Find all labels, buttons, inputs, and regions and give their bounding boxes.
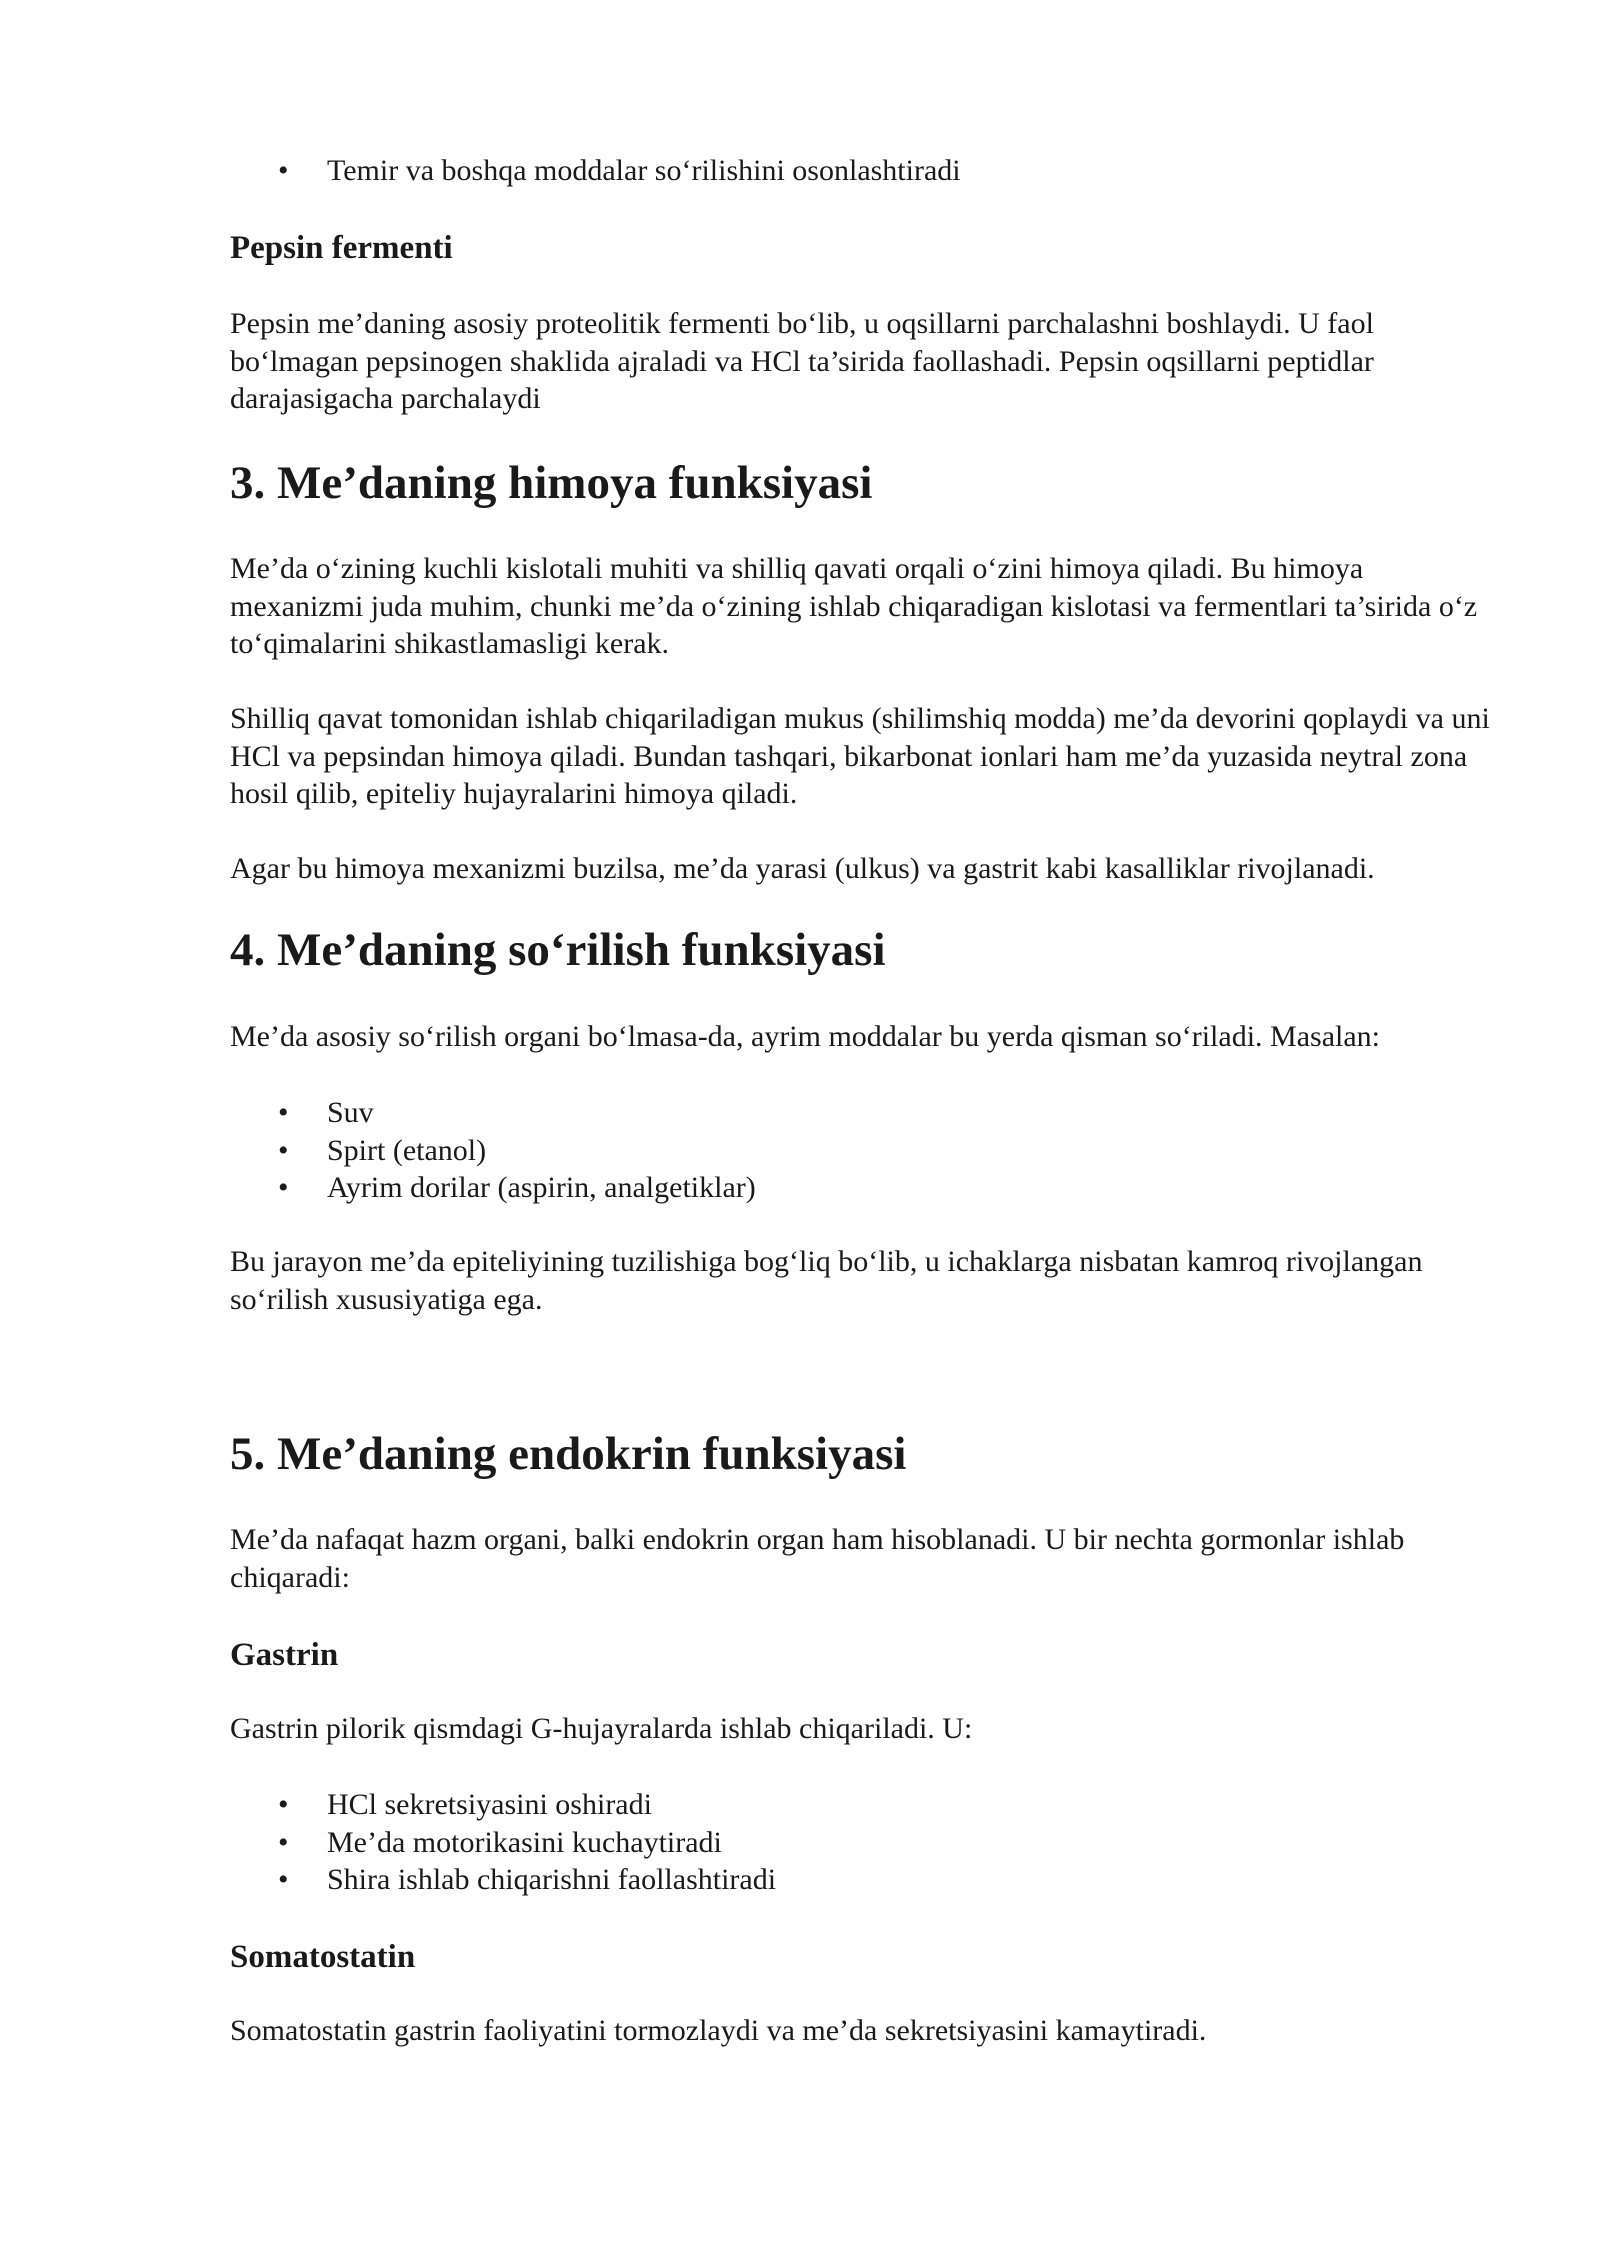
list-item: • Temir va boshqa moddalar so‘rilishini osonlashtiradi: [230, 152, 1500, 190]
section3-paragraph-1: Me’da o‘zining kuchli kislotali muhiti va shilliq qavati orqali o‘zini himoya qiladi. Bu himoya mexanizmi juda muhim, chunki me’da o‘zining ishlab chiqaradigan kislotasi va fermentlari ta’sirida o‘z to‘qimalarini shikastlamasligi kerak.: [230, 552, 1478, 660]
section3-paragraph-2: Shilliq qavat tomonidan ishlab chiqariladigan mukus (shilimshiq modda) me’da devorini qoplaydi va uni HCl va pepsindan himoya qiladi. Bundan tashqari, bikarbonat ionlari ham me’da yuzasida neytral zona hosil qilib, epiteliy hujayralarini himoya qiladi.: [230, 702, 1490, 810]
list-item: • Shira ishlab chiqarishni faollashtiradi: [230, 1861, 1500, 1899]
bullet-icon: •: [278, 1863, 289, 1896]
bullet-icon: •: [278, 1825, 289, 1859]
somatostatin-paragraph: Somatostatin gastrin faoliyatini tormozlaydi va me’da sekretsiyasini kamaytiradi.: [230, 2014, 1207, 2047]
section4-outro: Bu jarayon me’da epiteliyining tuzilishiga bog‘liq bo‘lib, u ichaklarga nisbatan kamroq rivojlangan so‘rilish xususiyatiga ega.: [230, 1245, 1423, 1316]
bullet-icon: •: [278, 1788, 289, 1821]
gastrin-heading: Gastrin: [230, 1637, 339, 1673]
gastrin-paragraph: Gastrin pilorik qismdagi G-hujayralarda ishlab chiqariladi. U:: [230, 1712, 973, 1745]
pepsin-paragraph: Pepsin me’daning asosiy proteolitik fermenti bo‘lib, u oqsillarni parchalashni boshlaydi. U faol bo‘lmagan pepsinogen shaklida ajraladi va HCl ta’sirida faollashadi. Pepsin oqsillarni peptidlar darajasigacha parchalaydi: [230, 307, 1374, 415]
list-item: • Spirt (etanol): [230, 1132, 1500, 1170]
bullet-icon: •: [278, 1133, 289, 1167]
list-item: • Suv: [230, 1094, 1500, 1132]
section5-intro: Me’da nafaqat hazm organi, balki endokrin organ ham hisoblanadi. U bir nechta gormonlar ishlab chiqaradi:: [230, 1523, 1405, 1594]
list-item: • Ayrim dorilar (aspirin, analgetiklar): [230, 1169, 1500, 1207]
section3-paragraph-3: Agar bu himoya mexanizmi buzilsa, me’da yarasi (ulkus) va gastrit kabi kasalliklar rivojlanadi.: [230, 852, 1375, 885]
pepsin-heading: Pepsin fermenti: [230, 230, 453, 266]
bullet-icon: •: [278, 1171, 289, 1204]
bullet-icon: •: [278, 1096, 289, 1129]
bullet-list-top: [230, 152, 1500, 190]
bullet-icon: •: [278, 154, 289, 187]
list-item: • HCl sekretsiyasini oshiradi: [230, 1786, 1500, 1824]
bullet-list-section4: [230, 1094, 1500, 1207]
section4-heading: 4. Me’daning so‘rilish funksiyasi: [230, 924, 886, 976]
bullet-list-gastrin: [230, 1786, 1500, 1899]
section3-heading: 3. Me’daning himoya funksiyasi: [230, 457, 873, 509]
somatostatin-heading: Somatostatin: [230, 1939, 416, 1975]
section5-heading: 5. Me’daning endokrin funksiyasi: [230, 1428, 907, 1480]
list-item: • Me’da motorikasini kuchaytiradi: [230, 1824, 1500, 1862]
section4-intro: Me’da asosiy so‘rilish organi bo‘lmasa-da, ayrim moddalar bu yerda qisman so‘riladi. Masalan:: [230, 1020, 1380, 1053]
